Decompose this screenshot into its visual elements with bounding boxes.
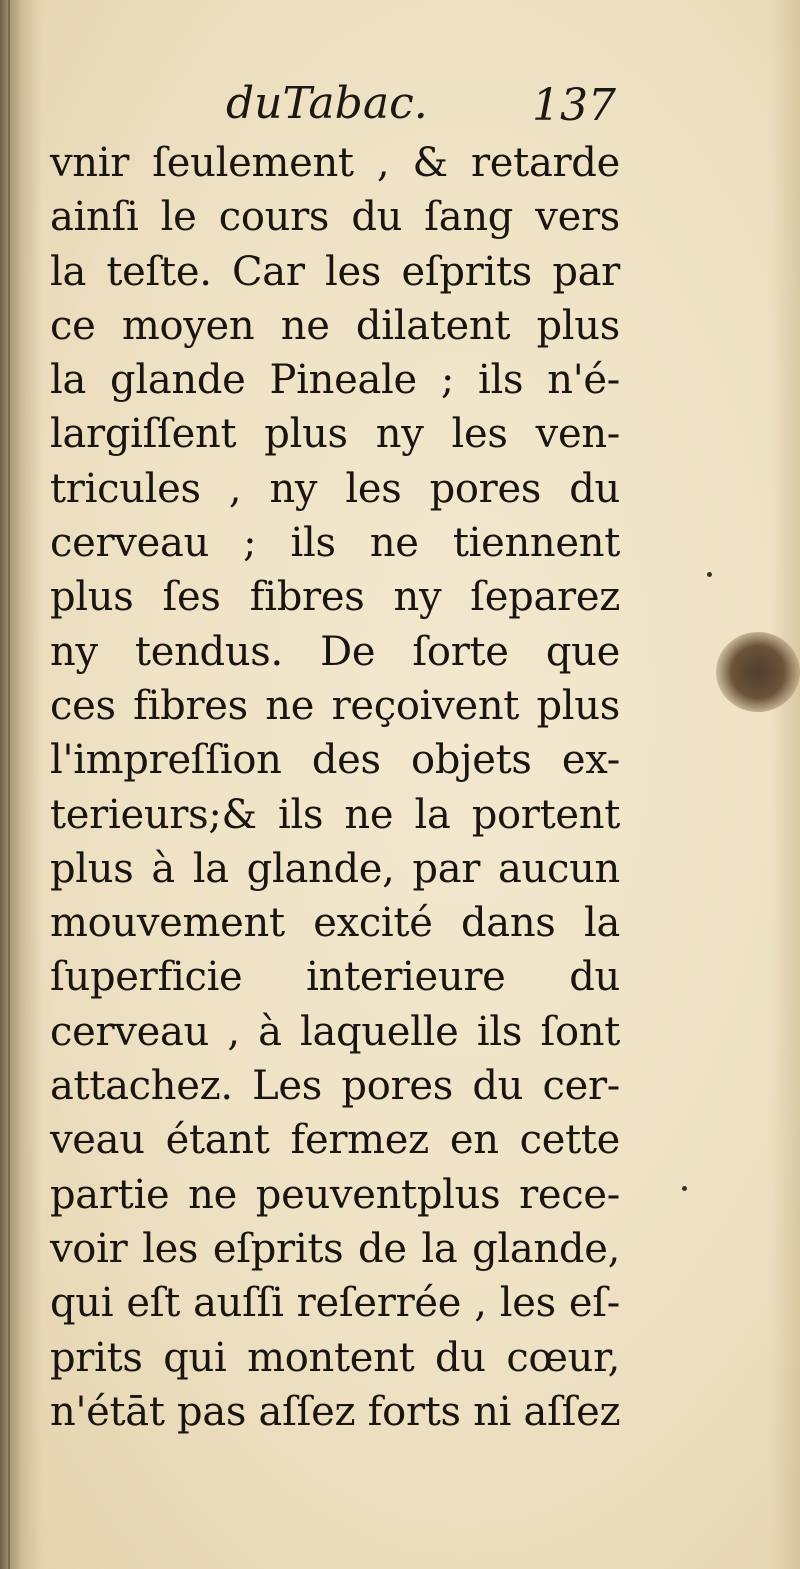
text-line: la glande Pineale ; ils n'é-	[50, 357, 620, 404]
text-line: partie ne peuventplus rece-	[50, 1171, 620, 1218]
gutter-edge-line	[8, 0, 10, 1569]
text-line: vnir ſeulement , & retarde	[50, 140, 620, 186]
text-line: prits qui montent du cœur,	[50, 1334, 620, 1381]
paper-speck	[707, 572, 712, 577]
text-line: ny tendus. De ſorte que	[50, 628, 620, 675]
text-line: mouvement excité dans la	[50, 900, 620, 947]
text-line: ces fibres ne reçoivent plus	[50, 682, 620, 729]
text-line: qui eſt auſſi reſerrée , les eſ-	[50, 1280, 620, 1327]
paper-speck	[682, 1186, 687, 1191]
text-line: largiſſent plus ny les ven-	[50, 411, 620, 458]
text-line: n'étāt pas aſſez forts ni aſſez	[50, 1388, 621, 1435]
page-header	[0, 78, 800, 138]
running-title: duTabac.	[226, 78, 428, 129]
ink-stain	[716, 632, 800, 712]
text-line: cerveau ; ils ne tiennent	[50, 520, 620, 567]
text-line: l'impreſſion des objets ex-	[50, 737, 620, 784]
text-line: voir les eſprits de la glande,	[50, 1225, 620, 1272]
text-line: terieurs;& ils ne la portent	[50, 791, 620, 838]
text-line: la teſte. Car les eſprits par	[50, 248, 620, 295]
text-line: tricules , ny les pores du	[50, 465, 620, 512]
text-line: ce moyen ne dilatent plus	[50, 302, 620, 349]
text-line: attachez. Les pores du cer-	[50, 1063, 620, 1110]
text-line: ſuperficie interieure du	[50, 954, 620, 1001]
text-line: veau étant fermez en cette	[50, 1117, 620, 1164]
text-line: ainſi le cours du ſang vers	[50, 194, 620, 241]
binding-gutter	[0, 0, 42, 1569]
text-line: plus à la glande, par aucun	[50, 845, 620, 892]
text-line: plus ſes fibres ny ſeparez	[50, 574, 620, 621]
page-number: 137	[532, 80, 616, 131]
page-edge-shading	[770, 0, 800, 1569]
text-line: cerveau , à laquelle ils ſont	[50, 1008, 620, 1055]
body-text	[50, 136, 620, 1439]
